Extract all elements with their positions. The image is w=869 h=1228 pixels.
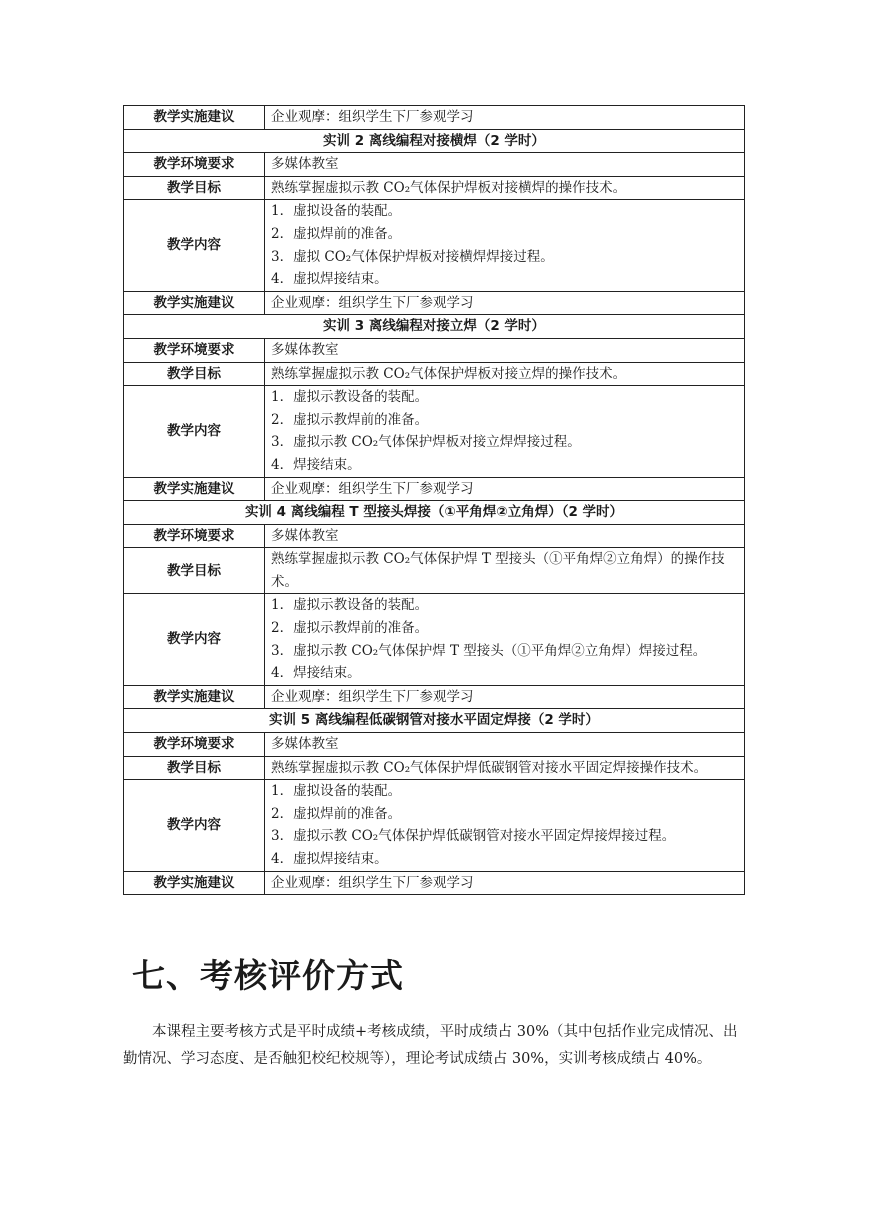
table-row — [124, 548, 745, 594]
goal-label: 教学目标 — [124, 362, 265, 386]
content-item: 3．虚拟示教 CO₂气体保护焊板对接立焊焊接过程。 — [271, 434, 581, 451]
content-list — [265, 594, 745, 685]
table-row — [124, 338, 745, 362]
env-value: 多媒体教室 — [265, 338, 745, 362]
table-row — [124, 733, 745, 757]
content-item: 2．虚拟焊前的准备。 — [271, 225, 402, 242]
advice-label: 教学实施建议 — [124, 685, 265, 709]
env-label: 教学环境要求 — [124, 733, 265, 757]
table-row — [124, 176, 745, 200]
content-list — [265, 200, 745, 291]
course-table — [123, 105, 745, 895]
content-label: 教学内容 — [124, 780, 265, 871]
content-label: 教学内容 — [124, 200, 265, 291]
goal-value: 熟练掌握虚拟示教 CO₂气体保护焊低碳钢管对接水平固定焊接操作技术。 — [265, 756, 745, 780]
env-label: 教学环境要求 — [124, 153, 265, 177]
table-row — [124, 871, 745, 895]
goal-value: 熟练掌握虚拟示教 CO₂气体保护焊 T 型接头（①平角焊②立角焊）的操作技术。 — [265, 548, 745, 594]
table-row — [124, 386, 745, 477]
section-paragraph: 本课程主要考核方式是平时成绩+考核成绩，平时成绩占 30%（其中包括作业完成情况、出勤情况、学习态度、是否触犯校纪校规等），理论考试成绩占 30%，实训考核成绩占 40%。 — [123, 1024, 738, 1067]
table-row — [124, 362, 745, 386]
table-row — [124, 756, 745, 780]
content-item: 1．虚拟示教设备的装配。 — [271, 389, 429, 406]
unit-heading: 实训 2 离线编程对接横焊（2 学时） — [124, 129, 745, 153]
content-item: 4．焊接结束。 — [271, 665, 361, 682]
table-row — [124, 594, 745, 685]
course-table-body — [124, 106, 745, 895]
unit-heading-row — [124, 709, 745, 733]
table-row — [124, 780, 745, 871]
table-row — [124, 477, 745, 501]
env-value: 多媒体教室 — [265, 153, 745, 177]
goal-label: 教学目标 — [124, 548, 265, 594]
unit-heading-row — [124, 315, 745, 339]
content-item: 2．虚拟示教焊前的准备。 — [271, 620, 429, 637]
content-item: 3．虚拟 CO₂气体保护焊板对接横焊焊接过程。 — [271, 248, 554, 265]
unit-heading: 实训 3 离线编程对接立焊（2 学时） — [124, 315, 745, 339]
advice-value: 企业观摩：组织学生下厂参观学习 — [265, 291, 745, 315]
advice-value: 企业观摩：组织学生下厂参观学习 — [265, 871, 745, 895]
section-title: 七、考核评价方式 — [132, 956, 404, 995]
advice-value: 企业观摩：组织学生下厂参观学习 — [265, 106, 745, 130]
goal-value: 熟练掌握虚拟示教 CO₂气体保护焊板对接横焊的操作技术。 — [265, 176, 745, 200]
env-value: 多媒体教室 — [265, 524, 745, 548]
unit-heading: 实训 4 离线编程 T 型接头焊接（①平角焊②立角焊）（2 学时） — [124, 501, 745, 525]
content-item: 3．虚拟示教 CO₂气体保护焊低碳钢管对接水平固定焊接焊接过程。 — [271, 828, 676, 845]
unit-heading: 实训 5 离线编程低碳钢管对接水平固定焊接（2 学时） — [124, 709, 745, 733]
table-row — [124, 153, 745, 177]
advice-value: 企业观摩：组织学生下厂参观学习 — [265, 477, 745, 501]
content-list — [265, 780, 745, 871]
goal-label: 教学目标 — [124, 176, 265, 200]
content-item: 2．虚拟焊前的准备。 — [271, 805, 402, 822]
content-label: 教学内容 — [124, 594, 265, 685]
content-item: 3．虚拟示教 CO₂气体保护焊 T 型接头（①平角焊②立角焊）焊接过程。 — [271, 642, 707, 659]
content-label: 教学内容 — [124, 386, 265, 477]
content-item: 2．虚拟示教焊前的准备。 — [271, 411, 429, 428]
advice-value: 企业观摩：组织学生下厂参观学习 — [265, 685, 745, 709]
env-label: 教学环境要求 — [124, 524, 265, 548]
unit-heading-row — [124, 129, 745, 153]
table-row — [124, 200, 745, 291]
table-row — [124, 291, 745, 315]
table-row — [124, 106, 745, 130]
content-item: 4．虚拟焊接结束。 — [271, 851, 388, 867]
unit-heading-row — [124, 501, 745, 525]
content-list — [265, 386, 745, 477]
goal-value: 熟练掌握虚拟示教 CO₂气体保护焊板对接立焊的操作技术。 — [265, 362, 745, 386]
content-item: 1．虚拟设备的装配。 — [271, 203, 402, 220]
advice-label: 教学实施建议 — [124, 871, 265, 895]
advice-label: 教学实施建议 — [124, 106, 265, 130]
advice-label: 教学实施建议 — [124, 291, 265, 315]
content-item: 1．虚拟示教设备的装配。 — [271, 597, 429, 614]
goal-label: 教学目标 — [124, 756, 265, 780]
content-item: 4．焊接结束。 — [271, 456, 361, 473]
table-row — [124, 524, 745, 548]
env-value: 多媒体教室 — [265, 733, 745, 757]
table-row — [124, 685, 745, 709]
advice-label: 教学实施建议 — [124, 477, 265, 501]
content-item: 4．虚拟焊接结束。 — [271, 271, 388, 288]
env-label: 教学环境要求 — [124, 338, 265, 362]
content-item: 1．虚拟设备的装配。 — [271, 783, 402, 800]
